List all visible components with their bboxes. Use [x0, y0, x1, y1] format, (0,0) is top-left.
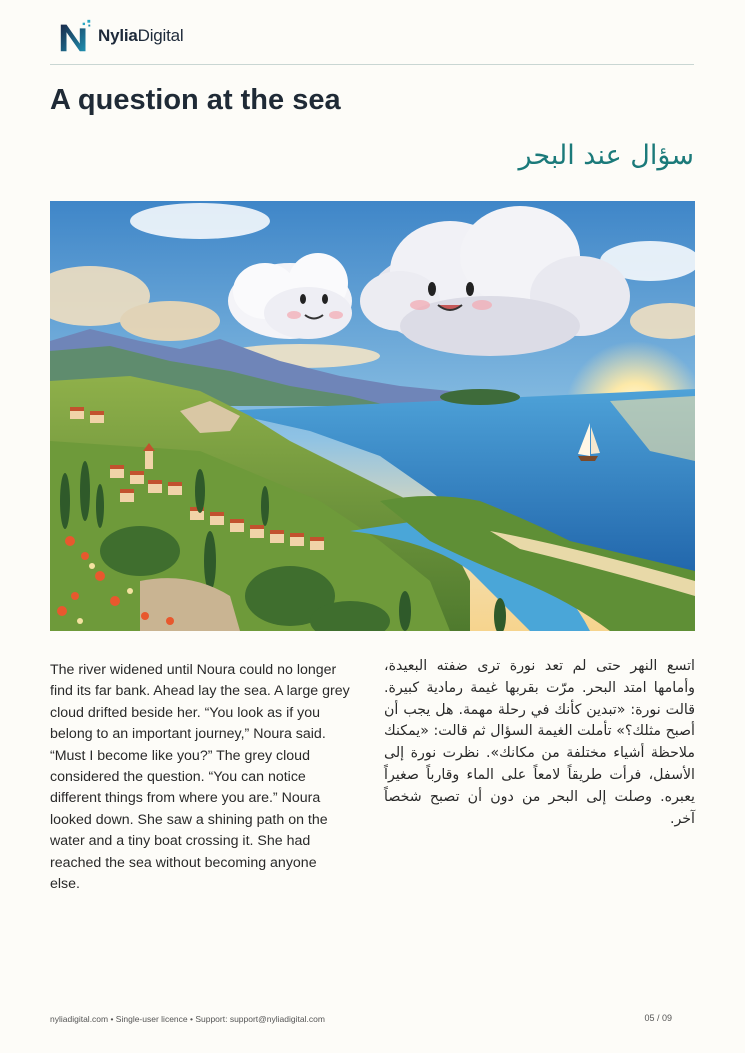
- page-title-english: A question at the sea: [50, 84, 341, 116]
- story-text-english: The river widened until Noura could no longer find its far bank. Ahead lay the sea. A large grey cloud drifted beside her. “You look as if you belong to an important journey,” Noura said. “Must I become like you?” The grey cloud considered the question. “You can notice different things from where you are.” Noura looked down. She saw a shining path on the water and a tiny boat crossing it. She had reached the sea without becoming anyone else.: [50, 662, 350, 893]
- coastal-landscape-illustration: [50, 201, 695, 631]
- nylia-logo-icon: [57, 17, 95, 55]
- footer-text: nyliadigital.com • Single-user licence • Support: support@nyliadigital.com: [50, 1014, 325, 1024]
- page-number: 05 / 09: [644, 1013, 672, 1023]
- story-text-arabic: اتسع النهر حتى لم تعد نورة ترى ضفته البعيدة، وأمامها امتد البحر. مرّت بقربها غيمة رمادية كبيرة. قالت نورة: «تبدين كأنك في رحلة مهمة. هل يجب أن أصبح مثلك؟» تأملت الغيمة السؤال ثم قالت: «يمكنك ملاحظة أشياء مختلفة من مكانك». نظرت نورة إلى الأسفل، فرأت طريقاً لامعاً على الماء وقارباً صغيراً يعبره. وصلت إلى البحر من دون أن تصبح شخصاً آخر.: [384, 658, 695, 827]
- header: [57, 16, 183, 56]
- brand-name: NyliaDigital: [98, 26, 184, 45]
- page-title-arabic: سؤال عند البحر: [518, 140, 694, 171]
- story-illustration: [50, 201, 695, 631]
- header-divider: [50, 64, 694, 65]
